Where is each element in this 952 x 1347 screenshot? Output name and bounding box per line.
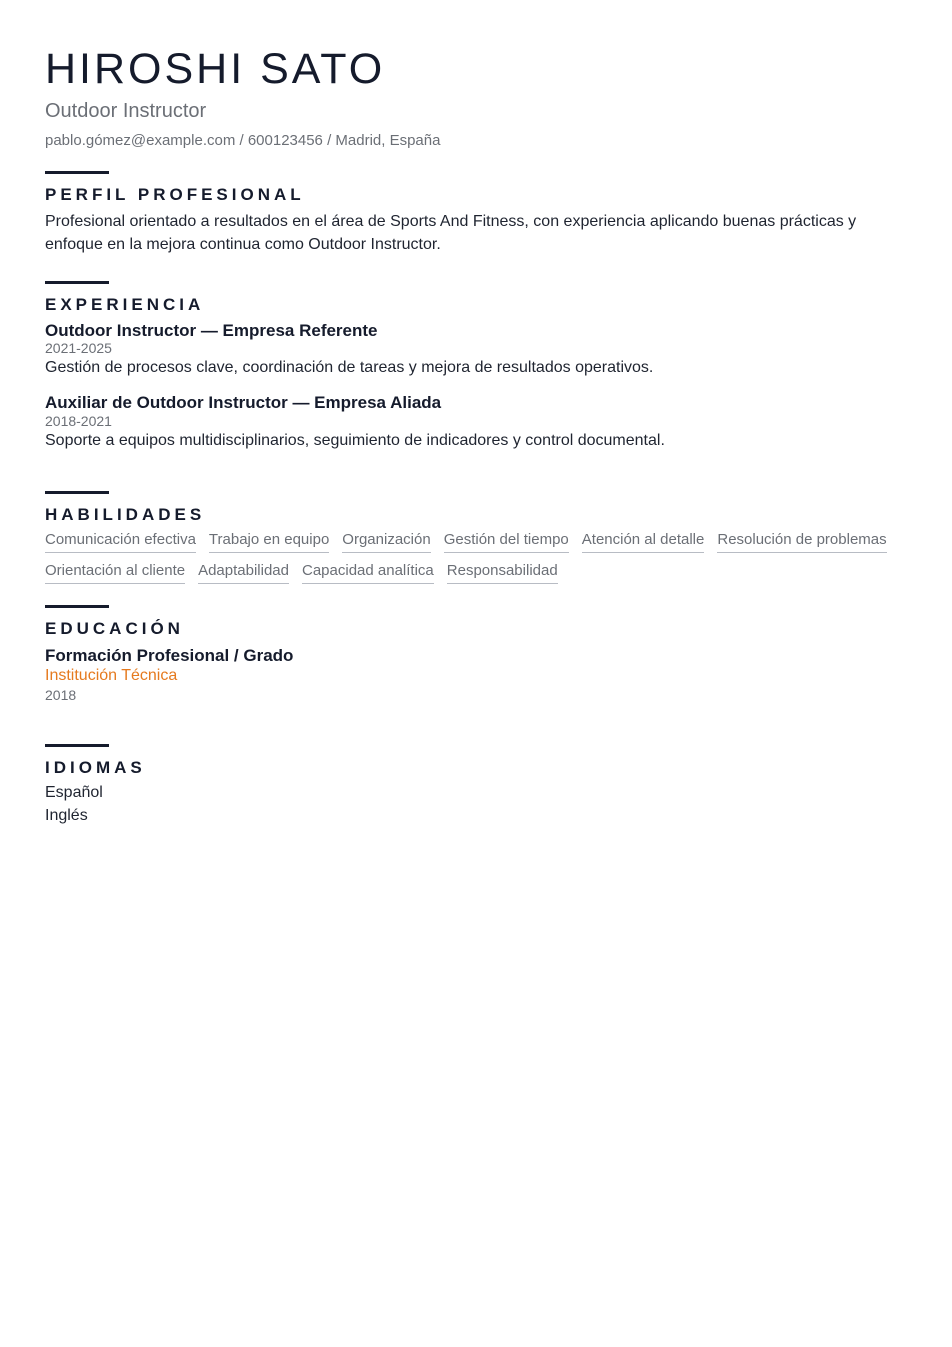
education-degree: Formación Profesional / Grado [45, 646, 294, 666]
candidate-name: HIROSHI SATO [45, 45, 386, 93]
education-title: EDUCACIÓN [45, 619, 184, 639]
language-item: Español [45, 783, 103, 801]
candidate-role: Outdoor Instructor [45, 100, 207, 122]
profile-text: Profesional orientado a resultados en el área de Sports And Fitness, con experiencia aplicando buenas prácticas y enfoque en la mejora continua como Outdoor Instructor. [45, 212, 857, 253]
skill-tag: Resolución de problemas [717, 530, 886, 553]
skill-tag: Responsabilidad [447, 561, 558, 584]
section-divider [45, 171, 109, 174]
education-institution: Institución Técnica [45, 666, 178, 684]
experience-item [45, 394, 915, 452]
resume-page [45, 40, 915, 827]
skill-tag: Comunicación efectiva [45, 530, 196, 553]
section-divider [45, 281, 109, 284]
experience-title: EXPERIENCIA [45, 294, 205, 314]
skill-tag: Organización [342, 530, 430, 553]
skills-title: HABILIDADES [45, 505, 206, 525]
job-description: Soporte a equipos multidisciplinarios, seguimiento de indicadores y control documental. [45, 432, 665, 450]
languages-list [45, 781, 915, 827]
section-divider [45, 491, 109, 494]
section-divider [45, 605, 109, 608]
language-item: Inglés [45, 806, 88, 824]
skills-list [45, 530, 915, 584]
profile-section [45, 171, 915, 256]
skill-tag: Gestión del tiempo [444, 530, 569, 553]
education-section [45, 605, 915, 704]
profile-title: PERFIL PROFESIONAL [45, 184, 305, 204]
contact-line: pablo.gómez@example.com / 600123456 / Madrid, España [45, 132, 441, 149]
skill-tag: Orientación al cliente [45, 561, 185, 584]
experience-section [45, 281, 915, 453]
education-year: 2018 [45, 687, 77, 704]
skill-tag: Trabajo en equipo [209, 530, 329, 553]
job-dates: 2018-2021 [45, 412, 112, 429]
job-description: Gestión de procesos clave, coordinación de tareas y mejora de resultados operativos. [45, 359, 654, 377]
job-heading: Auxiliar de Outdoor Instructor — Empresa Aliada [45, 393, 442, 413]
education-item [45, 647, 915, 704]
languages-section [45, 744, 915, 827]
skill-tag: Atención al detalle [582, 530, 705, 553]
job-heading: Outdoor Instructor — Empresa Referente [45, 320, 378, 340]
job-dates: 2021-2025 [45, 340, 112, 357]
skill-tag: Adaptabilidad [198, 561, 289, 584]
skills-section [45, 491, 915, 584]
skill-tag: Capacidad analítica [302, 561, 434, 584]
experience-item [45, 322, 915, 380]
languages-title: IDIOMAS [45, 757, 146, 777]
section-divider [45, 744, 109, 747]
